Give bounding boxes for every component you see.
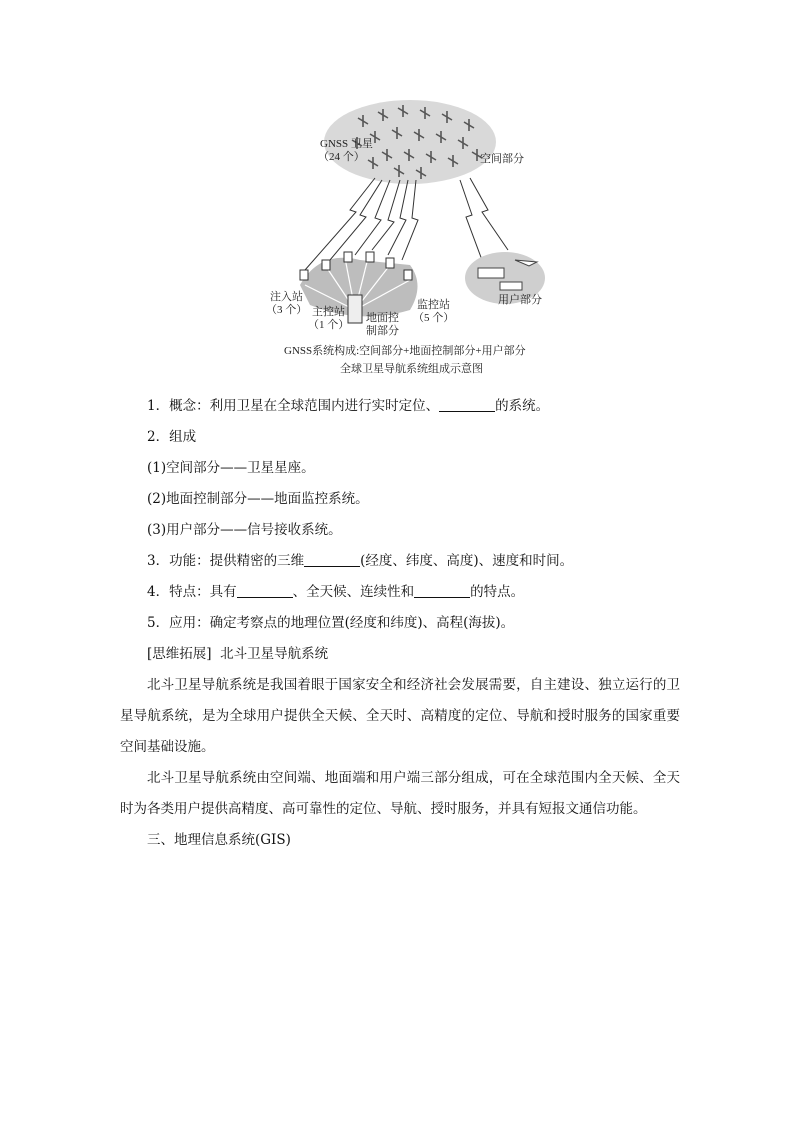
label-master: 主控站 — [312, 306, 345, 318]
item-function-text: 3．功能：提供精密的三维 — [147, 553, 305, 569]
beidou-paragraph-2: 北斗卫星导航系统由空间端、地面端和用户端三部分组成，可在全球范围内全天候、全天时为各类用户提供高精度、高可靠性的定位、导航、授时服务，并具有短报文通信功能。 — [120, 770, 680, 817]
item-part-user: (3)用户部分——信号接收系统。 — [147, 522, 342, 538]
item-concept-text: 1．概念：利用卫星在全球范围内进行实时定位、 — [147, 398, 440, 414]
beidou-paragraph-1: 北斗卫星导航系统是我国着眼于国家安全和经济社会发展需要，自主建设、独立运行的卫星导航系统，是为全球用户提供全天候、全天时、高精度的定位、导航和授时服务的国家重要空间基础设施。 — [120, 677, 680, 755]
label-gnss: GNSS 卫星 — [320, 138, 373, 150]
label-monitor: 监控站 — [417, 299, 450, 311]
section-heading-gis: 三、地理信息系统(GIS) — [147, 832, 291, 848]
label-space: 空间部分 — [480, 153, 524, 165]
item-feature-text: 4．特点：具有 — [147, 584, 237, 600]
label-injection: 注入站 — [270, 291, 303, 303]
gnss-diagram-illustration — [260, 100, 550, 375]
item-feature-text-mid: 、全天候、连续性和 — [292, 584, 415, 600]
gnss-diagram — [260, 100, 550, 375]
item-concept-text-end: 的系统。 — [495, 398, 550, 414]
extension-heading — [147, 644, 328, 664]
item-part-space: (1)空间部分——卫星星座。 — [147, 460, 315, 476]
figure-caption-title: 全球卫星导航系统组成示意图 — [340, 363, 483, 375]
item-function-text-end: (经度、纬度、高度)、速度和时间。 — [360, 553, 574, 569]
label-master-count: （1 个） — [308, 319, 350, 331]
label-injection-count: （3 个） — [266, 304, 308, 316]
item-application: 5．应用：确定考察点的地理位置(经度和纬度)、高程(海拔)。 — [147, 615, 515, 631]
label-ground-2: 制部分 — [366, 325, 399, 337]
label-monitor-count: （5 个） — [413, 312, 455, 324]
label-user: 用户部分 — [498, 294, 542, 306]
answer-blank — [237, 583, 293, 598]
item-function — [147, 551, 573, 571]
item-composition: 2．组成 — [147, 429, 197, 445]
label-ground-1: 地面控 — [366, 312, 399, 324]
item-feature-text-end: 的特点。 — [470, 584, 525, 600]
answer-blank — [439, 397, 495, 412]
item-concept — [147, 396, 549, 416]
answer-blank — [304, 552, 360, 567]
figure-caption-composition: GNSS系统构成:空间部分+地面控制部分+用户部分 — [284, 345, 526, 357]
extension-title: 北斗卫星导航系统 — [220, 646, 329, 662]
item-feature — [147, 582, 524, 602]
extension-tag: [思维拓展] — [147, 646, 212, 662]
item-part-ground: (2)地面控制部分——地面监控系统。 — [147, 491, 369, 507]
answer-blank — [414, 583, 470, 598]
label-gnss-count: （24 个） — [318, 151, 365, 163]
